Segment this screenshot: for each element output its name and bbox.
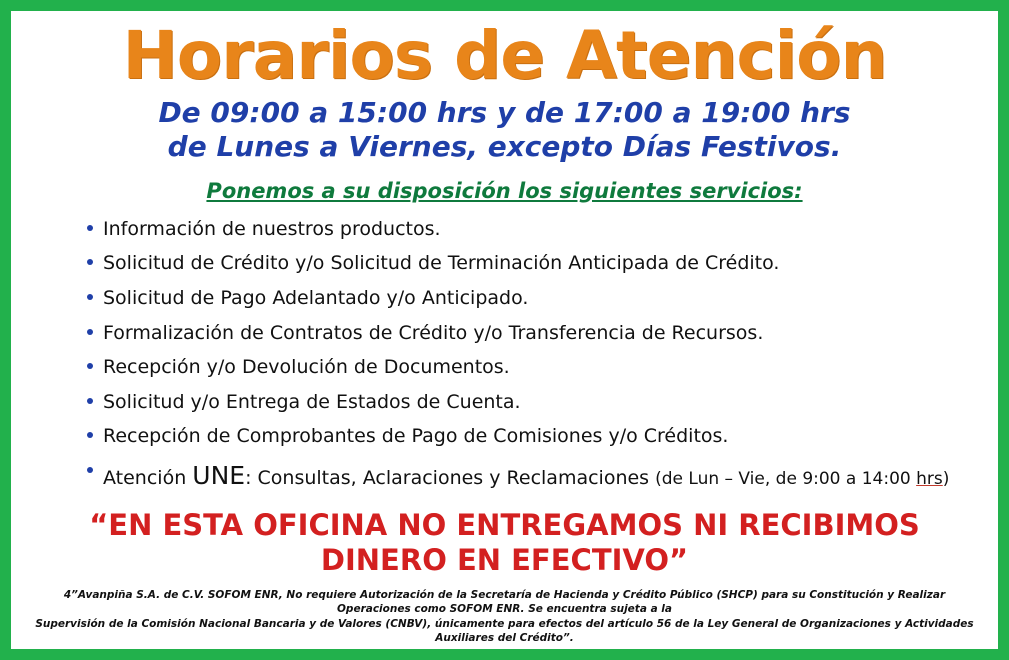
list-item: Recepción de Comprobantes de Pago de Comisiones y/o Créditos. bbox=[87, 424, 984, 450]
legal-disclaimer bbox=[25, 588, 984, 645]
une-note-close: ) bbox=[942, 469, 950, 490]
schedule-block bbox=[25, 96, 984, 164]
list-item: Recepción y/o Devolución de Documentos. bbox=[87, 355, 984, 381]
une-suffix: : Consultas, Aclaraciones y Reclamaciones bbox=[245, 467, 656, 490]
list-item-une bbox=[87, 459, 984, 493]
cash-notice-line-2: DINERO EN EFECTIVO” bbox=[320, 542, 689, 577]
cash-notice bbox=[25, 508, 984, 578]
list-item: Información de nuestros productos. bbox=[87, 217, 984, 243]
spacer bbox=[25, 577, 984, 578]
services-list bbox=[25, 217, 984, 502]
une-acronym: UNE bbox=[192, 461, 246, 491]
list-item: Formalización de Contratos de Crédito y/o Transferencia de Recursos. bbox=[87, 321, 984, 347]
list-item: Solicitud y/o Entrega de Estados de Cuenta. bbox=[87, 390, 984, 416]
cash-notice-line-1: “EN ESTA OFICINA NO ENTREGAMOS NI RECIBIMOS bbox=[89, 507, 920, 542]
schedule-line-1: De 09:00 a 15:00 hrs y de 17:00 a 19:00 hrs bbox=[158, 96, 851, 130]
une-note-underlined: hrs bbox=[916, 469, 943, 490]
une-note-open: (de Lun – Vie, de 9:00 a 14:00 bbox=[655, 469, 917, 490]
legal-disclaimer-line-1: 4”Avanpiña S.A. de C.V. SOFOM ENR, No requiere Autorización de la Secretaría de Hacienda y Crédito Público (SHCP) para su Constitución y Realizar Operaciones como SOFOM ENR. Se encuentra sujeta a la bbox=[63, 589, 946, 616]
list-item: Solicitud de Crédito y/o Solicitud de Terminación Anticipada de Crédito. bbox=[87, 251, 984, 277]
list-item: Solicitud de Pago Adelantado y/o Anticipado. bbox=[87, 286, 984, 312]
une-prefix: Atención bbox=[103, 467, 193, 490]
schedule-line-2: de Lunes a Viernes, excepto Días Festivos. bbox=[167, 130, 842, 164]
page-title: Horarios de Atención bbox=[122, 17, 887, 94]
services-lead: Ponemos a su disposición los siguientes servicios: bbox=[206, 178, 803, 203]
legal-disclaimer-line-2: Supervisión de la Comisión Nacional Bancaria y de Valores (CNBV), únicamente para efectos del artículo 56 de la Ley General de Organizaciones y Actividades Auxiliares del Crédito”. bbox=[35, 617, 974, 644]
